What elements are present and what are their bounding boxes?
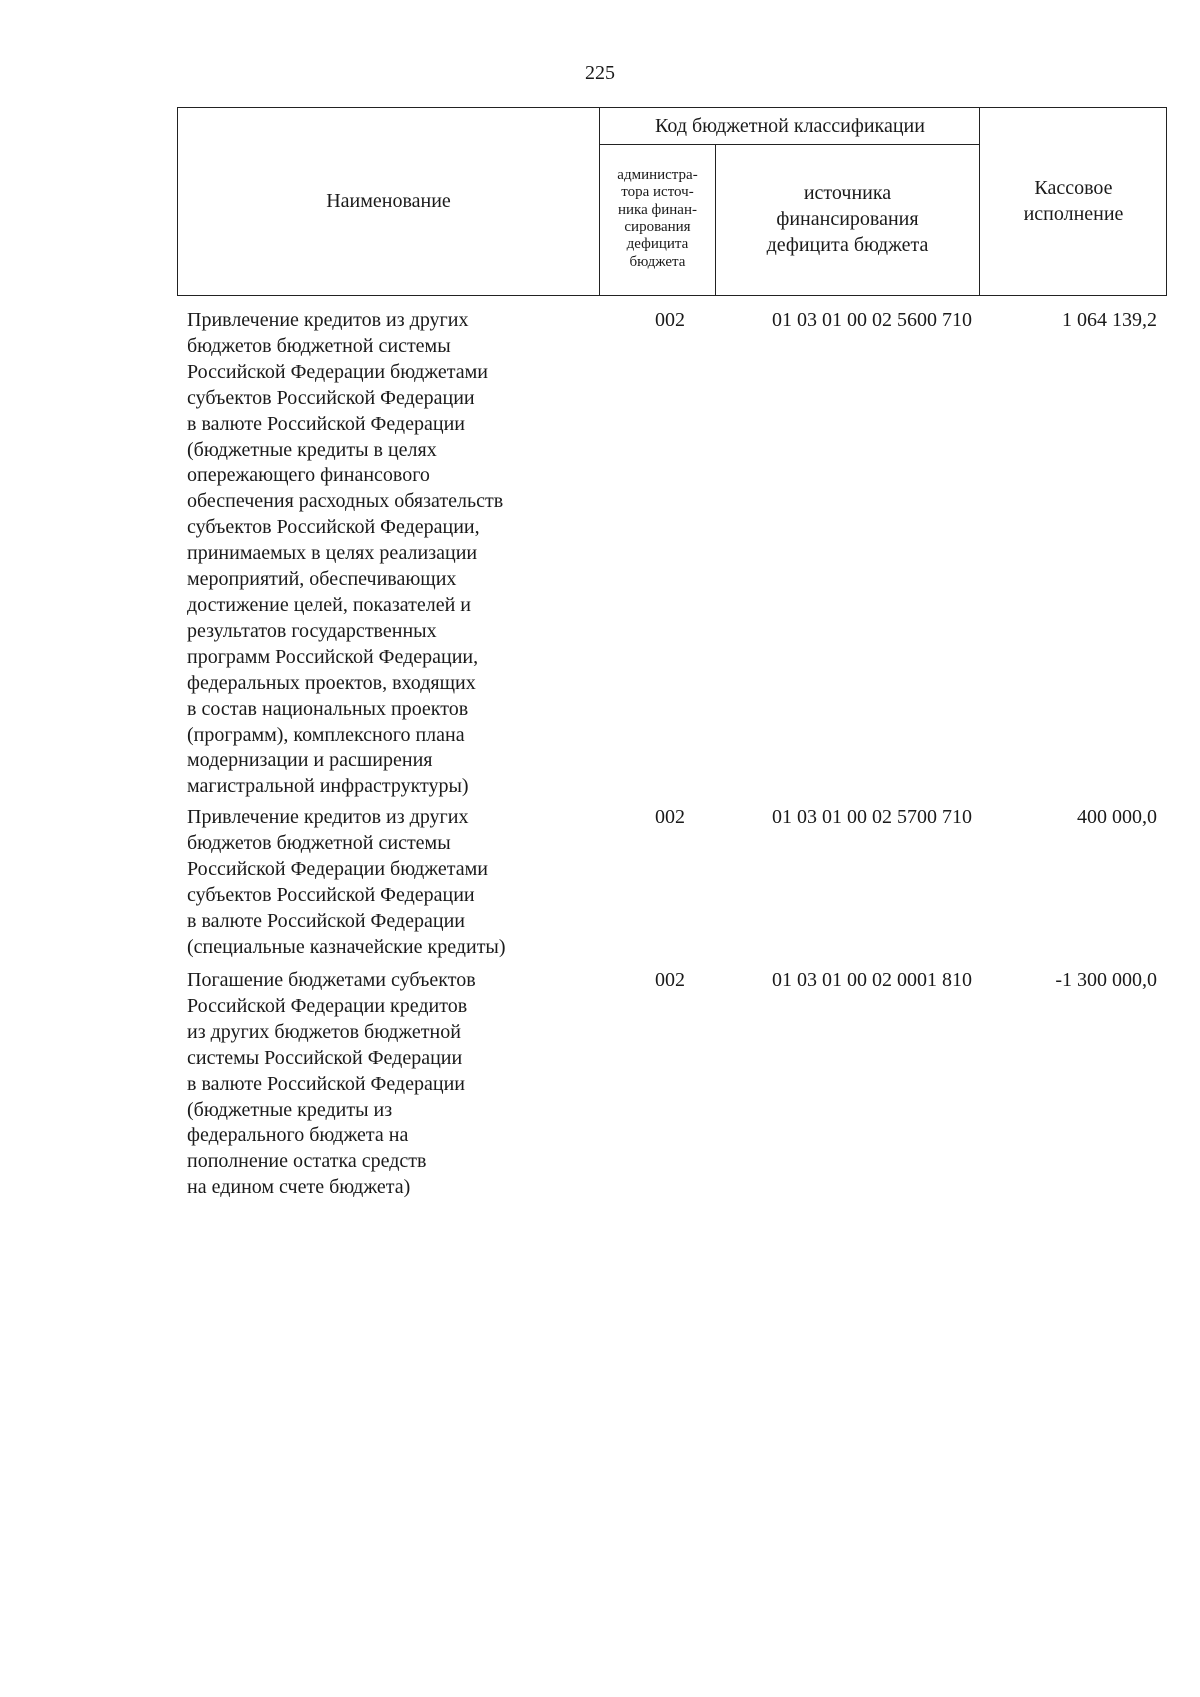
- row-name: Привлечение кредитов из других бюджетов бюджетной системы Российской Федерации бюджетами субъектов Российской Федерации в валюте Российской Федерации (специальные казначейские кредиты): [187, 806, 506, 958]
- row-source-code: 01 03 01 00 02 0001 810: [772, 969, 972, 991]
- row-admin-code: 002: [655, 806, 685, 828]
- header-source-code: источника финансирования дефицита бюджета: [766, 182, 929, 256]
- row-amount: 1 064 139,2: [1062, 309, 1157, 331]
- row-amount: 400 000,0: [1077, 806, 1157, 828]
- page-number: 225: [585, 62, 615, 84]
- header-admin-code: администра- тора источ- ника финан- сирования дефицита бюджета: [617, 166, 698, 270]
- header-code-group: Код бюджетной классификации: [655, 114, 925, 137]
- row-name: Погашение бюджетами субъектов Российской Федерации кредитов из других бюджетов бюджетной системы Российской Федерации в валюте Российской Федерации (бюджетные кредиты из федерального бюджета на пополнение остатка средств на едином счете бюджета): [187, 969, 476, 1199]
- row-name: Привлечение кредитов из других бюджетов бюджетной системы Российской Федерации бюджетами субъектов Российской Федерации в валюте Российской Федерации (бюджетные кредиты в целях опережающего финансового обеспечения расходных обязательств субъектов Российской Федерации, принимаемых в целях реализации мероприятий, обеспечивающих достижение целей, показателей и результатов государственных программ Российской Федерации, федеральных проектов, входящих в состав национальных проектов (программ), комплексного плана модернизации и расширения магистральной инфраструктуры): [187, 309, 504, 798]
- row-source-code: 01 03 01 00 02 5600 710: [772, 309, 972, 331]
- header-name: Наименование: [326, 189, 451, 212]
- header-execution: Кассовое исполнение: [1023, 177, 1124, 225]
- table-header: [177, 107, 1167, 296]
- row-admin-code: 002: [655, 969, 685, 991]
- row-source-code: 01 03 01 00 02 5700 710: [772, 806, 972, 828]
- row-admin-code: 002: [655, 309, 685, 331]
- row-amount: -1 300 000,0: [1055, 969, 1157, 991]
